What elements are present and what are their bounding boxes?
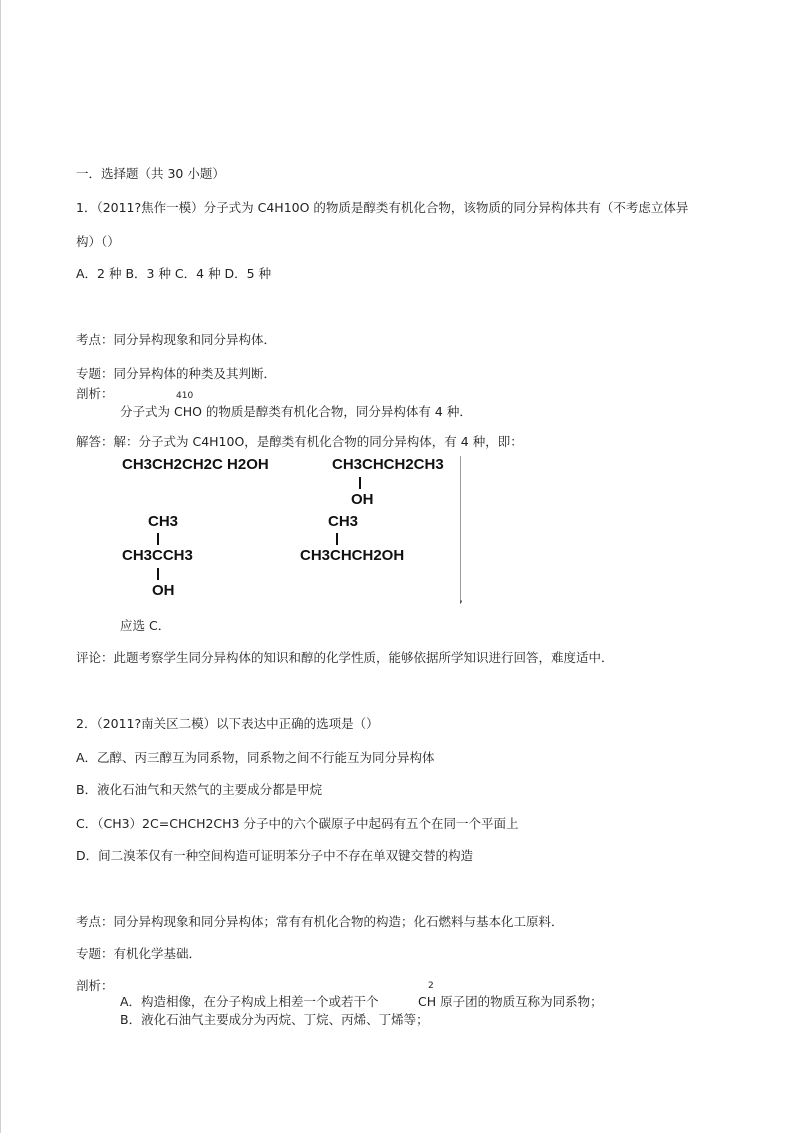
- isomer-3-bottom-bond: [157, 568, 159, 580]
- isomer-3-top-bond: [157, 533, 159, 545]
- q1-pouxi-text: 分子式为 CHO 的物质是醇类有机化合物，同分异构体有 4 种．: [120, 404, 472, 419]
- q2-pouxi-a-continued: CH 原子团的物质互称为同系物；: [418, 994, 603, 1009]
- q2-option-a: A．乙醇、丙三醇互为同系物，同系物之间不行能互为同分异构体: [76, 750, 435, 765]
- isomer-2-bond: [359, 477, 361, 489]
- q2-pouxi-a: A．构造相像，在分子构成上相差一个或若干个: [120, 994, 379, 1009]
- q1-zhuanti: 专题：同分异构体的种类及其判断．: [76, 366, 277, 381]
- q1-stem-line1: 1．（2011?焦作一模）分子式为 C4H10O 的物质是醇类有机化合物，该物质的同分异构体共有（不考虑立体异: [76, 200, 689, 215]
- q1-kaodian: 考点：同分异构现象和同分异构体．: [76, 332, 277, 347]
- q1-jieda: 解答：解：分子式为 C4H10O，是醇类有机化合物的同分异构体，有 4 种，即：: [76, 434, 523, 449]
- q2-pouxi-label: 剖析：: [76, 978, 114, 993]
- isomer-3-bottom-branch: OH: [152, 582, 175, 599]
- isomer-structures-box: [120, 456, 461, 602]
- structures-comma: ,: [459, 590, 463, 605]
- q1-stem-line2: 构）（）: [76, 234, 120, 249]
- isomer-3-main-chain: CH3CCH3: [122, 547, 193, 564]
- q1-pouxi-subscript: 410: [176, 391, 194, 401]
- isomer-1-formula: CH3CH2CH2C H2OH: [122, 456, 269, 473]
- q2-pouxi-b: B．液化石油气主要成分为丙烷、丁烷、丙烯、丁烯等；: [120, 1012, 429, 1027]
- q2-option-b: B．液化石油气和天然气的主要成分都是甲烷: [76, 782, 323, 797]
- page-left-edge: [0, 0, 1, 1133]
- q2-kaodian: 考点：同分异构现象和同分异构体；常有有机化合物的构造；化石燃料与基本化工原料．: [76, 914, 564, 929]
- q1-pouxi-label: 剖析：: [76, 386, 114, 401]
- isomer-4-top-branch: CH3: [328, 513, 359, 530]
- isomer-3-top-branch: CH3: [148, 513, 179, 530]
- q2-option-d: D．间二溴苯仅有一种空间构造可证明苯分子中不存在单双键交替的构造: [76, 848, 474, 863]
- q1-options: A．2 种 B．3 种 C．4 种 D．5 种: [76, 266, 272, 281]
- q1-pinglun: 评论：此题考察学生同分异构体的知识和醇的化学性质，能够依据所学知识进行回答，难度适中．: [76, 650, 614, 665]
- q2-stem: 2．（2011?南关区二模）以下表达中正确的选项是（）: [76, 716, 379, 731]
- isomer-2-branch: OH: [351, 491, 374, 508]
- isomer-4-bond: [336, 533, 338, 545]
- isomer-4-main-chain: CH3CHCH2OH: [300, 547, 405, 564]
- q1-answer: 应选 C．: [120, 618, 171, 633]
- q2-option-c: C．（CH3）2C=CHCH2CH3 分子中的六个碳原子中起码有五个在同一个平面上: [76, 816, 519, 831]
- q2-pouxi-subscript: 2: [428, 981, 434, 991]
- section-title: 一．选择题（共 30 小题）: [76, 166, 225, 181]
- isomer-2-main-chain: CH3CHCH2CH3: [332, 456, 444, 473]
- q2-zhuanti: 专题：有机化学基础．: [76, 946, 202, 961]
